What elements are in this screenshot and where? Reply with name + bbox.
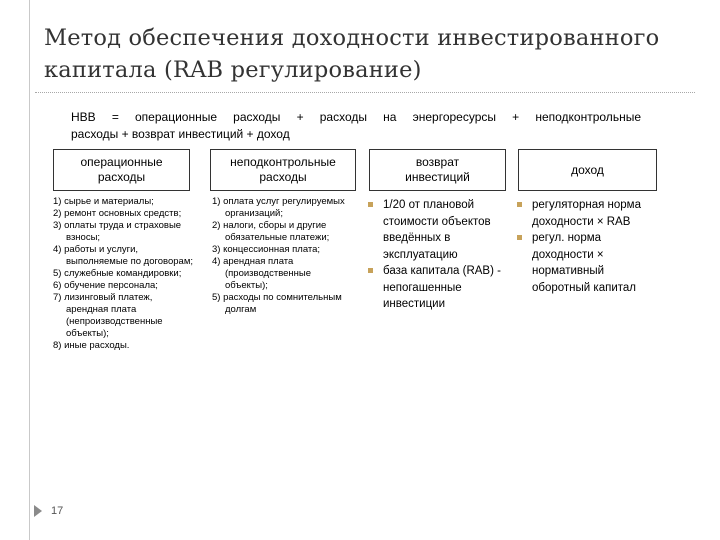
header-line: инвестиций <box>405 170 470 184</box>
header-line: возврат <box>415 155 460 169</box>
list-item: 5) служебные командировки; <box>53 268 182 279</box>
list-item-text: база капитала (RAB) - непогашенные инвестиции <box>383 265 501 310</box>
list-item <box>514 197 654 230</box>
list-uncontrollable-expenses <box>212 196 356 316</box>
square-bullet-icon <box>517 235 522 240</box>
list-income <box>514 197 654 296</box>
list-item-text: 1/20 от плановой стоимости объектов введённых в эксплуатацию <box>383 199 491 261</box>
list-item <box>514 230 654 296</box>
list-item <box>365 197 505 263</box>
list-item: 2) ремонт основных средств; <box>53 208 182 219</box>
header-line: операционные <box>80 155 163 169</box>
list-item: 8) иные расходы. <box>53 340 130 351</box>
title-divider <box>35 92 695 93</box>
square-bullet-icon <box>517 202 522 207</box>
slide-arrow-icon <box>33 504 43 518</box>
list-item: 4) работы и услуги, выполняемые по договорам; <box>53 244 193 267</box>
slide-title <box>44 22 704 86</box>
list-item <box>365 263 505 313</box>
header-line: расходы <box>97 170 146 184</box>
slide-number: 17 <box>51 505 64 517</box>
formula-line-2: расходы + возврат инвестиций + доход <box>71 127 290 141</box>
list-item: 7) лизинговый платеж, арендная плата (непроизводственные объекты); <box>53 292 163 339</box>
list-item-text: регуляторная норма доходности × RAB <box>532 199 641 228</box>
list-item: 1) оплата услуг регулируемых организаций; <box>212 196 345 219</box>
slide-title-line-2: капитала (RAB регулирование) <box>44 57 422 83</box>
header-return-of-investment <box>369 149 506 191</box>
formula-line-1: НВВ = операционные расходы + расходы на энергоресурсы + неподконтрольные <box>71 110 641 124</box>
list-item: 6) обучение персонала; <box>53 280 158 291</box>
list-item: 4) арендная плата (производственные объекты); <box>212 256 312 291</box>
header-line: доход <box>571 162 604 177</box>
left-border-rule <box>29 0 30 540</box>
slide-title-line-1: Метод обеспечения доходности инвестированного <box>44 25 660 51</box>
header-income <box>518 149 657 191</box>
square-bullet-icon <box>368 268 373 273</box>
formula-text <box>71 109 641 143</box>
list-operating-expenses <box>53 196 193 352</box>
list-item: 3) концессионная плата; <box>212 244 321 255</box>
list-item: 3) оплаты труда и страховые взносы; <box>53 220 182 243</box>
header-line: неподконтрольные <box>230 155 336 169</box>
list-item-text: регул. норма доходности × нормативный оборотный капитал <box>532 232 636 294</box>
list-item: 5) расходы по сомнительным долгам <box>212 292 342 315</box>
list-item: 1) сырье и материалы; <box>53 196 154 207</box>
header-line: расходы <box>259 170 307 184</box>
list-item: 2) налоги, сборы и другие обязательные платежи; <box>212 220 330 243</box>
square-bullet-icon <box>368 202 373 207</box>
list-return-of-investment <box>365 197 505 313</box>
header-operating-expenses <box>53 149 190 191</box>
header-uncontrollable-expenses <box>210 149 356 191</box>
